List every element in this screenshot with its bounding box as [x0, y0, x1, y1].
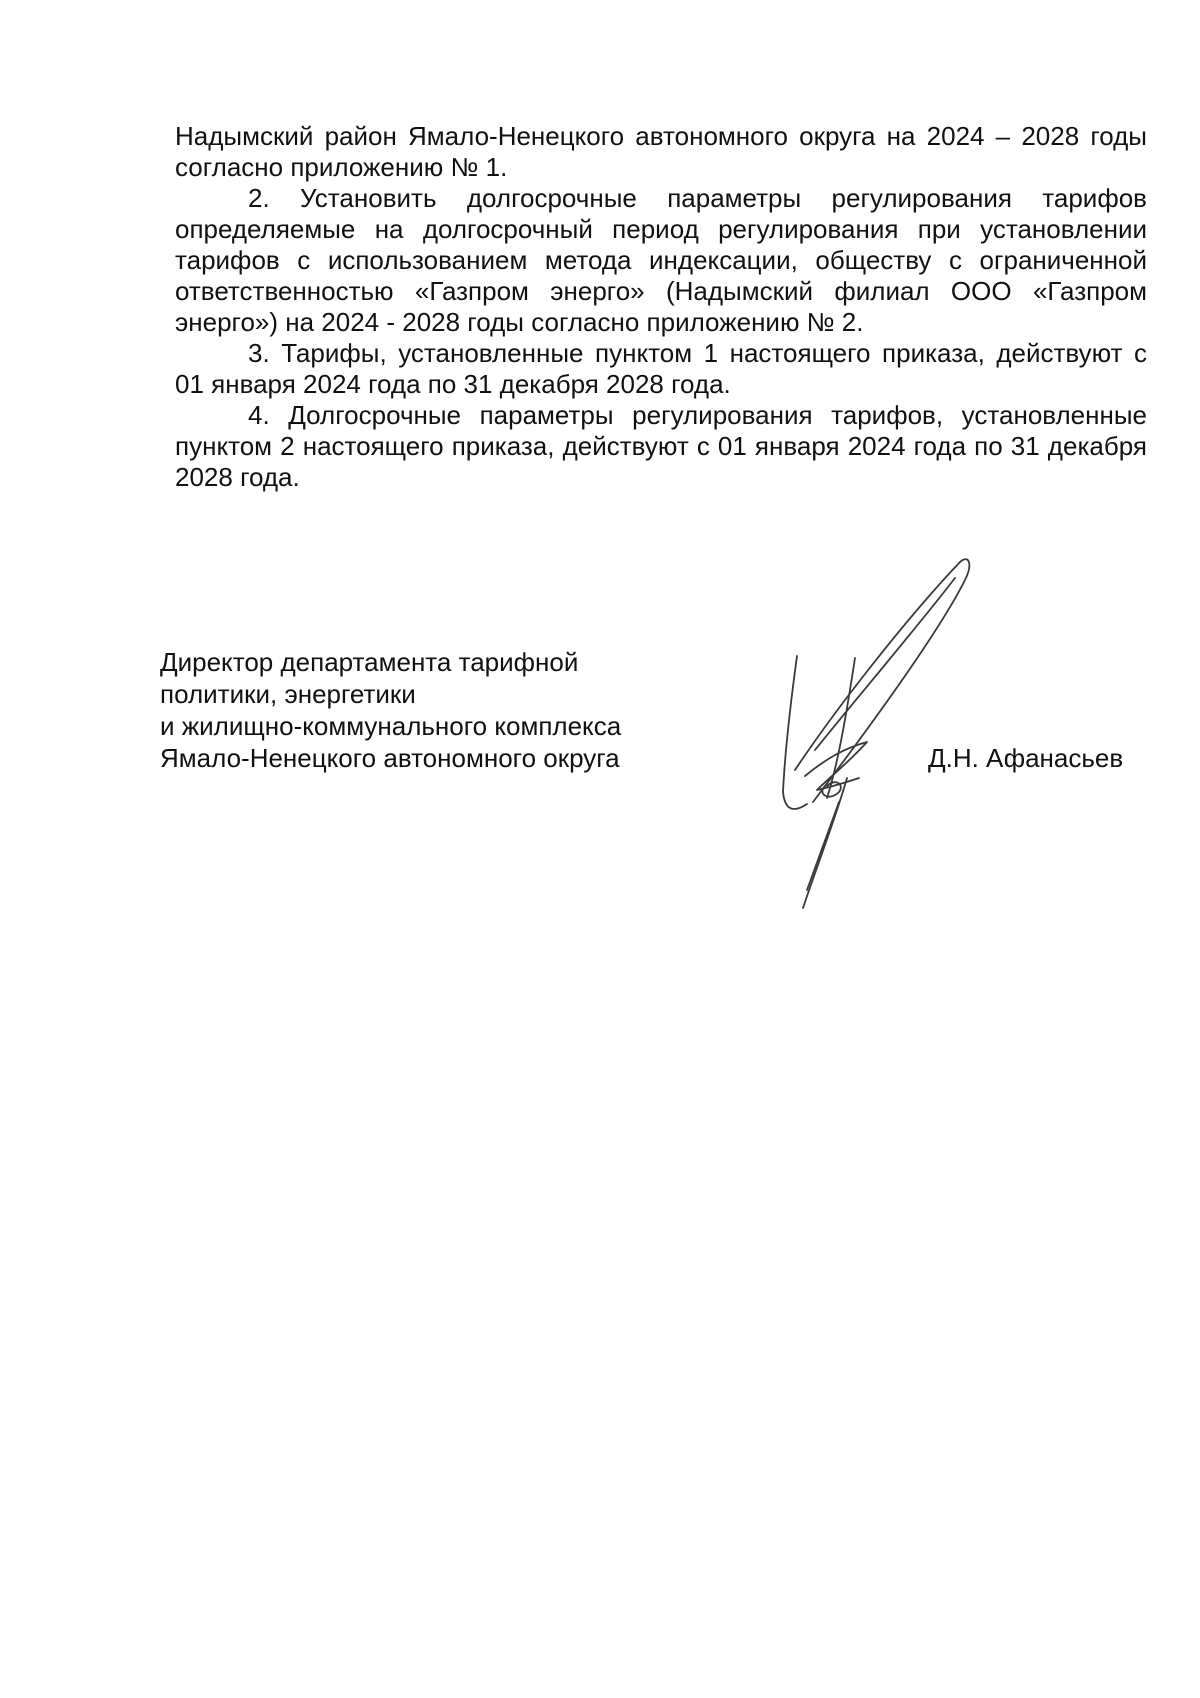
- order-body-text: [175, 121, 1147, 493]
- signer-position-line: и жилищно-коммунального комплекса: [160, 711, 622, 741]
- signer-position-line: Директор департамента тарифной: [160, 647, 579, 677]
- paragraph-item-4: 4. Долгосрочные параметры регулирования тарифов, установленные пунктом 2 настоящего приказа, действуют с 01 января 2024 года по 31 декабря 2028 года.: [175, 400, 1147, 492]
- signer-position-line: политики, энергетики: [160, 679, 416, 709]
- signer-position-line: Ямало-Ненецкого автономного округа: [160, 743, 620, 773]
- signer-name: Д.Н. Афанасьев: [928, 743, 1124, 773]
- signer-position: [160, 646, 720, 774]
- handwritten-signature: [755, 550, 995, 920]
- paragraph-item-2: 2. Установить долгосрочные параметры регулирования тарифов определяемые на долгосрочный период регулирования при установлении тарифов с использованием метода индексации, обществу с ограниченной ответственностью «Газпром энерго» (Надымский филиал ООО «Газпром энерго») на 2024 - 2028 годы согласно приложению № 2.: [175, 183, 1147, 337]
- paragraph-item-3: 3. Тарифы, установленные пунктом 1 настоящего приказа, действуют с 01 января 2024 года по 31 декабря 2028 года.: [175, 338, 1147, 399]
- paragraph-continuation: Надымский район Ямало-Ненецкого автономного округа на 2024 – 2028 годы согласно приложению № 1.: [175, 121, 1147, 182]
